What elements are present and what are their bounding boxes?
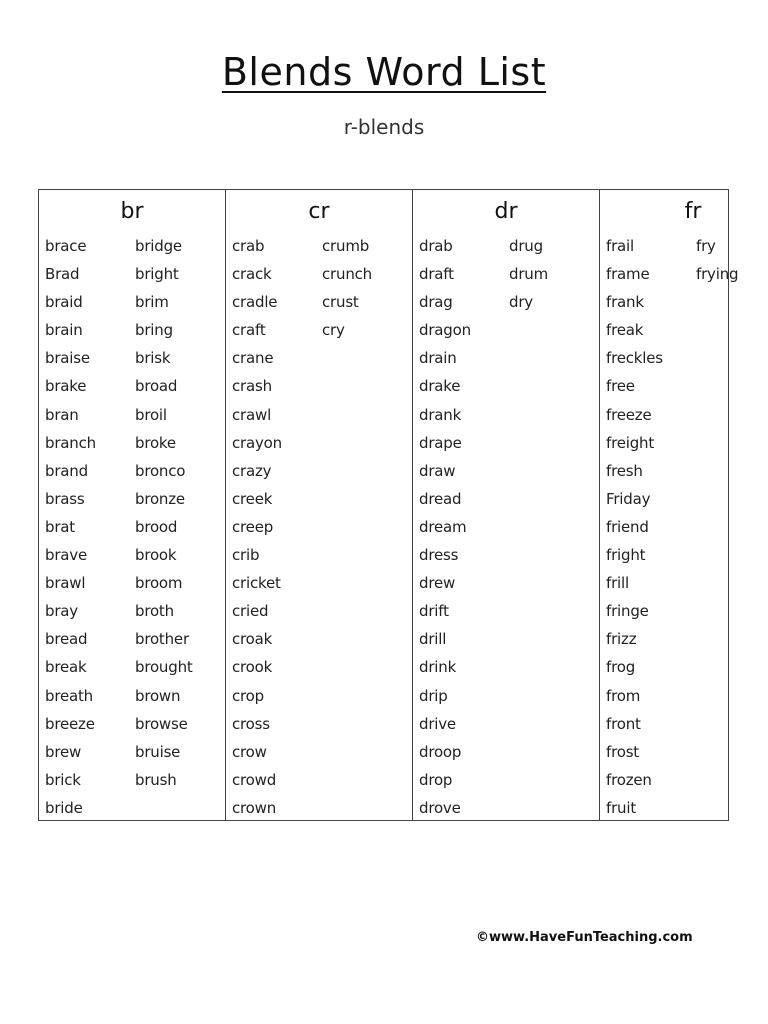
word-item: crowd bbox=[232, 770, 277, 789]
word-item: brain bbox=[45, 321, 83, 340]
word-item: browse bbox=[135, 714, 188, 733]
word-item: from bbox=[606, 686, 641, 705]
word-item: crib bbox=[232, 546, 260, 565]
word-item: bridge bbox=[135, 237, 182, 255]
word-item: drift bbox=[419, 602, 449, 621]
word-item: brass bbox=[45, 489, 85, 508]
word-item: drain bbox=[419, 349, 457, 368]
word-item: brick bbox=[45, 770, 81, 789]
word-item: brave bbox=[45, 546, 87, 565]
word-item: drake bbox=[419, 377, 461, 396]
word-item: frank bbox=[606, 293, 644, 312]
word-item: free bbox=[606, 377, 635, 396]
word-item: cradle bbox=[232, 293, 278, 312]
word-item: brush bbox=[135, 770, 177, 789]
word-item: brim bbox=[135, 293, 169, 312]
page-subtitle: r-blends bbox=[343, 115, 425, 139]
word-item: crow bbox=[232, 742, 267, 761]
word-item: frizz bbox=[606, 630, 637, 649]
word-item: crop bbox=[232, 686, 264, 705]
word-item: frame bbox=[606, 265, 650, 284]
word-item: breeze bbox=[45, 714, 95, 733]
word-lists bbox=[39, 232, 225, 822]
word-item: draft bbox=[419, 265, 454, 284]
word-item: fright bbox=[606, 546, 646, 565]
word-item: drew bbox=[419, 574, 456, 593]
word-item: broom bbox=[135, 574, 183, 593]
word-item: dragon bbox=[419, 321, 471, 340]
page-title: Blends Word List bbox=[221, 50, 547, 94]
word-item: drip bbox=[419, 686, 448, 705]
column-br bbox=[39, 190, 226, 820]
word-item: creep bbox=[232, 517, 274, 536]
word-item: broil bbox=[135, 405, 167, 424]
word-list-left bbox=[419, 232, 509, 822]
word-item: freak bbox=[606, 321, 644, 340]
word-list-right bbox=[135, 232, 225, 822]
word-item: braid bbox=[45, 293, 83, 312]
word-list-left bbox=[45, 232, 135, 822]
word-item: crab bbox=[232, 237, 265, 255]
word-item: brook bbox=[135, 546, 177, 565]
word-item: fry bbox=[696, 237, 716, 255]
word-item: Brad bbox=[45, 265, 80, 284]
word-item: brought bbox=[135, 658, 193, 677]
word-item: frill bbox=[606, 574, 629, 593]
word-item: crash bbox=[232, 377, 272, 396]
column-heading: cr bbox=[308, 199, 330, 224]
word-item: bronco bbox=[135, 461, 186, 480]
word-item: creek bbox=[232, 489, 273, 508]
word-item: drag bbox=[419, 293, 453, 312]
word-item: drive bbox=[419, 714, 456, 733]
word-item: Friday bbox=[606, 489, 651, 508]
word-item: braise bbox=[45, 349, 90, 368]
word-item: frozen bbox=[606, 770, 652, 789]
word-item: broad bbox=[135, 377, 178, 396]
word-item: cry bbox=[322, 321, 345, 340]
word-item: brawl bbox=[45, 574, 86, 593]
word-item: brat bbox=[45, 517, 75, 536]
word-item: brace bbox=[45, 237, 87, 255]
word-item: crane bbox=[232, 349, 274, 368]
word-item: bronze bbox=[135, 489, 185, 508]
word-item: drape bbox=[419, 433, 462, 452]
word-item: freeze bbox=[606, 405, 652, 424]
word-item: brake bbox=[45, 377, 87, 396]
word-item: drop bbox=[419, 770, 453, 789]
word-item: drink bbox=[419, 658, 457, 677]
word-item: crayon bbox=[232, 433, 282, 452]
word-item: frail bbox=[606, 237, 634, 255]
word-list-right bbox=[696, 232, 768, 822]
word-item: fringe bbox=[606, 602, 649, 621]
word-lists bbox=[226, 232, 412, 822]
column-heading: fr bbox=[684, 199, 702, 224]
column-heading: dr bbox=[494, 199, 518, 224]
word-item: cried bbox=[232, 602, 269, 621]
word-list-right bbox=[322, 232, 412, 822]
word-list-left bbox=[606, 232, 696, 822]
word-item: drum bbox=[509, 265, 549, 284]
column-fr bbox=[600, 190, 768, 820]
word-item: brown bbox=[135, 686, 181, 705]
word-item: frying bbox=[696, 265, 739, 284]
word-item: crack bbox=[232, 265, 272, 284]
word-item: craft bbox=[232, 321, 266, 340]
word-item: draw bbox=[419, 461, 456, 480]
word-lists bbox=[600, 232, 768, 822]
word-item: crunch bbox=[322, 265, 372, 284]
word-item: brood bbox=[135, 517, 178, 536]
word-item: bright bbox=[135, 265, 179, 284]
word-item: crumb bbox=[322, 237, 370, 255]
word-item: break bbox=[45, 658, 87, 677]
word-list-right bbox=[509, 232, 599, 822]
copyright-footer: ©www.HaveFunTeaching.com bbox=[476, 930, 693, 945]
word-item: brand bbox=[45, 461, 88, 480]
word-item: freight bbox=[606, 433, 655, 452]
word-item: front bbox=[606, 714, 641, 733]
word-item: dream bbox=[419, 517, 467, 536]
word-item: breath bbox=[45, 686, 93, 705]
word-lists bbox=[413, 232, 599, 822]
word-item: crazy bbox=[232, 461, 272, 480]
column-dr bbox=[413, 190, 600, 820]
word-item: drill bbox=[419, 630, 447, 649]
word-item: frog bbox=[606, 658, 636, 677]
word-item: broth bbox=[135, 602, 174, 621]
word-item: frost bbox=[606, 742, 639, 761]
word-item: bring bbox=[135, 321, 173, 340]
word-item: dress bbox=[419, 546, 459, 565]
word-item: broke bbox=[135, 433, 176, 452]
word-item: bray bbox=[45, 602, 78, 621]
word-item: dry bbox=[509, 293, 533, 312]
word-item: crown bbox=[232, 798, 277, 817]
word-item: bran bbox=[45, 405, 79, 424]
word-list-left bbox=[232, 232, 322, 822]
word-item: cross bbox=[232, 714, 270, 733]
word-item: drug bbox=[509, 237, 543, 255]
word-item: crust bbox=[322, 293, 359, 312]
column-cr bbox=[226, 190, 413, 820]
word-item: bruise bbox=[135, 742, 181, 761]
word-item: drab bbox=[419, 237, 453, 255]
word-item: fruit bbox=[606, 798, 637, 817]
word-item: cricket bbox=[232, 574, 281, 593]
word-item: dread bbox=[419, 489, 462, 508]
word-item: friend bbox=[606, 517, 649, 536]
word-item: brisk bbox=[135, 349, 171, 368]
word-item: drove bbox=[419, 798, 461, 817]
word-item: bride bbox=[45, 798, 83, 817]
word-item: crawl bbox=[232, 405, 272, 424]
column-heading: br bbox=[120, 199, 144, 224]
word-item: freckles bbox=[606, 349, 663, 368]
word-item: bread bbox=[45, 630, 88, 649]
word-item: brother bbox=[135, 630, 189, 649]
word-item: fresh bbox=[606, 461, 643, 480]
word-item: crook bbox=[232, 658, 273, 677]
word-item: droop bbox=[419, 742, 462, 761]
word-item: drank bbox=[419, 405, 462, 424]
word-item: croak bbox=[232, 630, 273, 649]
word-item: branch bbox=[45, 433, 96, 452]
word-item: brew bbox=[45, 742, 82, 761]
word-list-table bbox=[38, 189, 739, 821]
